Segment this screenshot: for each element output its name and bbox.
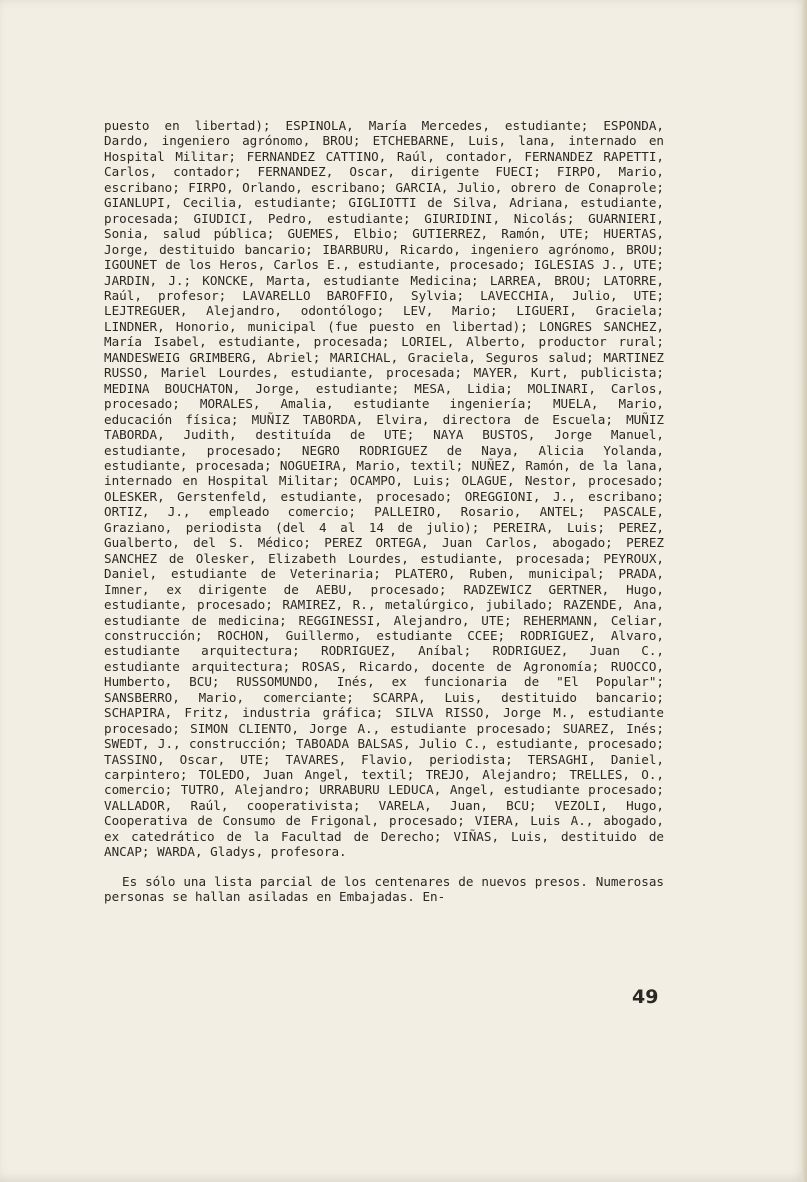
body-text (104, 118, 664, 905)
paragraph-prisoner-list: puesto en libertad); ESPINOLA, María Mercedes, estudiante; ESPONDA, Dardo, ingeniero agrónomo, BROU; ETCHEBARNE, Luis, lana, internado en Hospital Militar; FERNANDEZ CATTINO, Raúl, contador, FERNANDEZ RAPETTI, Carlos, contador; FERNANDEZ, Oscar, dirigente FUECI; FIRPO, Mario, escribano; FIRPO, Orlando, escribano; GARCIA, Julio, obrero de Conaprole; GIANLUPI, Cecilia, estudiante; GIGLIOTTI de Silva, Adriana, estudiante, procesada; GIUDICI, Pedro, estudiante; GIURIDINI, Nicolás; GUARNIERI, Sonia, salud pública; GUEMES, Elbio; GUTIERREZ, Ramón, UTE; HUERTAS, Jorge, destituido bancario; IBARBURU, Ricardo, ingeniero agrónomo, BROU; IGOUNET de los Heros, Carlos E., estudiante, procesado; IGLESIAS J., UTE; JARDIN, J.; KONCKE, Marta, estudiante Medicina; LARREA, BROU; LATORRE, Raúl, profesor; LAVARELLO BAROFFIO, Sylvia; LAVECCHIA, Julio, UTE; LEJTREGUER, Alejandro, odontólogo; LEV, Mario; LIGUERI, Graciela; LINDNER, Honorio, municipal (fue puesto en libertad); LONGRES SANCHEZ, María Isabel, estudiante, procesada; LORIEL, Alberto, productor rural; MANDESWEIG GRIMBERG, Abriel; MARICHAL, Graciela, Seguros salud; MARTINEZ RUSSO, Mariel Lourdes, estudiante, procesada; MAYER, Kurt, publicista; MEDINA BOUCHATON, Jorge, estudiante; MESA, Lidia; MOLINARI, Carlos, procesado; MORALES, Amalia, estudiante ingeniería; MUELA, Mario, educación física; MUÑIZ TABORDA, Elvira, directora de Escuela; MUÑIZ TABORDA, Judith, destituída de UTE; NAYA BUSTOS, Jorge Manuel, estudiante, procesado; NEGRO RODRIGUEZ de Naya, Alicia Yolanda, estudiante, procesada; NOGUEIRA, Mario, textil; NUÑEZ, Ramón, de la lana, internado en Hospital Militar; OCAMPO, Luis; OLAGUE, Nestor, procesado; OLESKER, Gerstenfeld, estudiante, procesado; OREGGIONI, J., escribano; ORTIZ, J., empleado comercio; PALLEIRO, Rosario, ANTEL; PASCALE, Graziano, periodista (del 4 al 14 de julio); PEREIRA, Luis; PEREZ, Gualberto, del S. Médico; PEREZ ORTEGA, Juan Carlos, abogado; PEREZ SANCHEZ de Olesker, Elizabeth Lourdes, estudiante, procesada; PEYROUX, Daniel, estudiante de Veterinaria; PLATERO, Ruben, municipal; PRADA, Imner, ex dirigente de AEBU, procesado; RADZEWICZ GERTNER, Hugo, estudiante, procesado; RAMIREZ, R., metalúrgico, jubilado; RAZENDE, Ana, estudiante de medicina; REGGINESSI, Alejandro, UTE; REHERMANN, Celiar, construcción; ROCHON, Guillermo, estudiante CCEE; RODRIGUEZ, Alvaro, estudiante arquitectura; RODRIGUEZ, Aníbal; RODRIGUEZ, Juan C., estudiante arquitectura; ROSAS, Ricardo, docente de Agronomía; RUOCCO, Humberto, BCU; RUSSOMUNDO, Inés, ex funcionaria de "El Popular"; SANSBERRO, Mario, comerciante; SCARPA, Luis, destituido bancario; SCHAPIRA, Fritz, industria gráfica; SILVA RISSO, Jorge M., estudiante procesado; SIMON CLIENTO, Jorge A., estudiante procesado; SUAREZ, Inés; SWEDT, J., construcción; TABOADA BALSAS, Julio C., estudiante, procesado; TASSINO, Oscar, UTE; TAVARES, Flavio, periodista; TERSAGHI, Daniel, carpintero; TOLEDO, Juan Angel, textil; TREJO, Alejandro; TRELLES, O., comercio; TUTRO, Alejandro; URRABURU LEDUCA, Angel, estudiante procesado; VALLADOR, Raúl, cooperativista; VARELA, Juan, BCU; VEZOLI, Hugo, Cooperativa de Consumo de Frigonal, procesado; VIERA, Luis A., abogado, ex catedrático de la Facultad de Derecho; VIÑAS, Luis, destituido de ANCAP; WARDA, Gladys, profesora. (104, 118, 664, 860)
page-number: 49 (632, 986, 659, 1008)
page-edge-shadow (802, 0, 807, 1182)
paragraph-closing-note: Es sólo una lista parcial de los centenares de nuevos presos. Numerosas personas se hallan asiladas en Embajadas. En- (104, 873, 664, 905)
